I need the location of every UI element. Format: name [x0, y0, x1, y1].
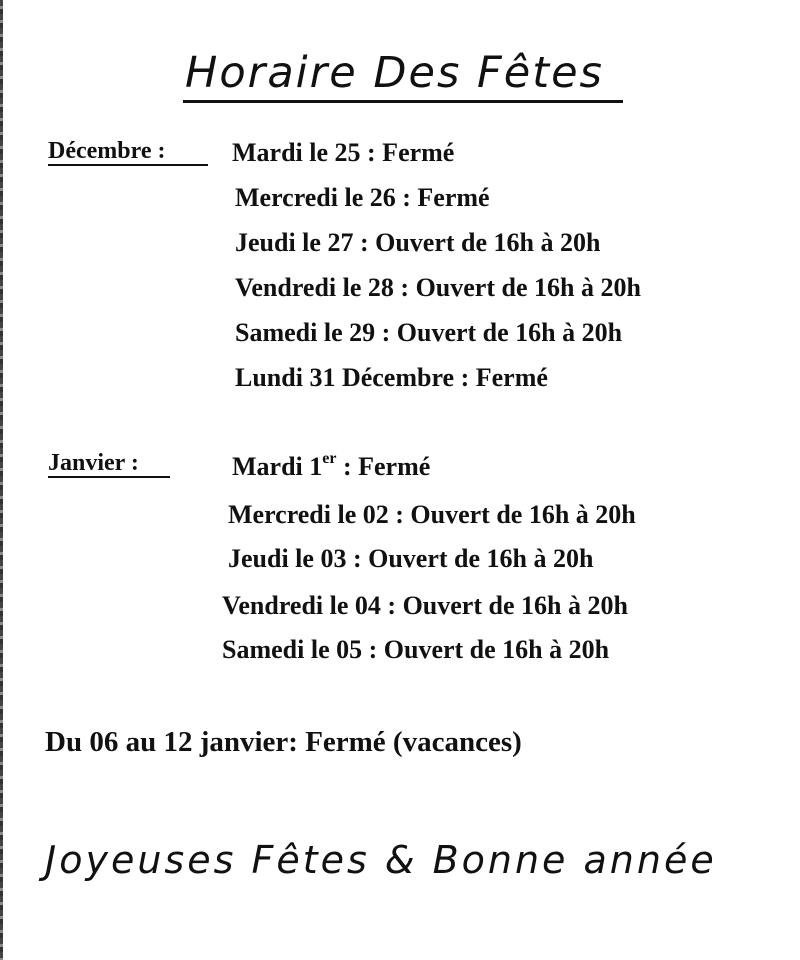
january-schedule-line: Jeudi le 03 : Ouvert de 16h à 20h [228, 544, 594, 573]
december-schedule-line: Mercredi le 26 : Fermé [235, 183, 490, 212]
january-label: Janvier : [48, 450, 139, 476]
december-schedule-line: Samedi le 29 : Ouvert de 16h à 20h [235, 318, 623, 347]
scan-edge-border [0, 0, 3, 960]
december-schedule-line: Vendredi le 28 : Ouvert de 16h à 20h [235, 273, 641, 302]
january-first-status: : Fermé [336, 452, 431, 481]
january-label-underline [48, 476, 170, 478]
vacation-closing-note: Du 06 au 12 janvier: Fermé (vacances) [45, 726, 522, 758]
ordinal-superscript: er [322, 450, 337, 468]
december-schedule-line: Lundi 31 Décembre : Fermé [235, 363, 548, 392]
january-first-day: Mardi 1 [232, 452, 323, 481]
january-schedule-line: Samedi le 05 : Ouvert de 16h à 20h [222, 635, 610, 664]
holiday-greeting: Joyeuses Fêtes & Bonne année [45, 838, 717, 882]
title-underline [183, 100, 623, 103]
january-schedule-line: Mercredi le 02 : Ouvert de 16h à 20h [228, 500, 636, 529]
december-label-underline [48, 164, 208, 166]
page-title: Horaire Des Fêtes [185, 48, 604, 98]
december-label: Décembre : [48, 138, 166, 164]
january-schedule-line: Vendredi le 04 : Ouvert de 16h à 20h [222, 591, 628, 620]
december-schedule-line: Jeudi le 27 : Ouvert de 16h à 20h [235, 228, 601, 257]
december-schedule-line: Mardi le 25 : Fermé [232, 138, 455, 167]
january-schedule-line [232, 452, 430, 482]
